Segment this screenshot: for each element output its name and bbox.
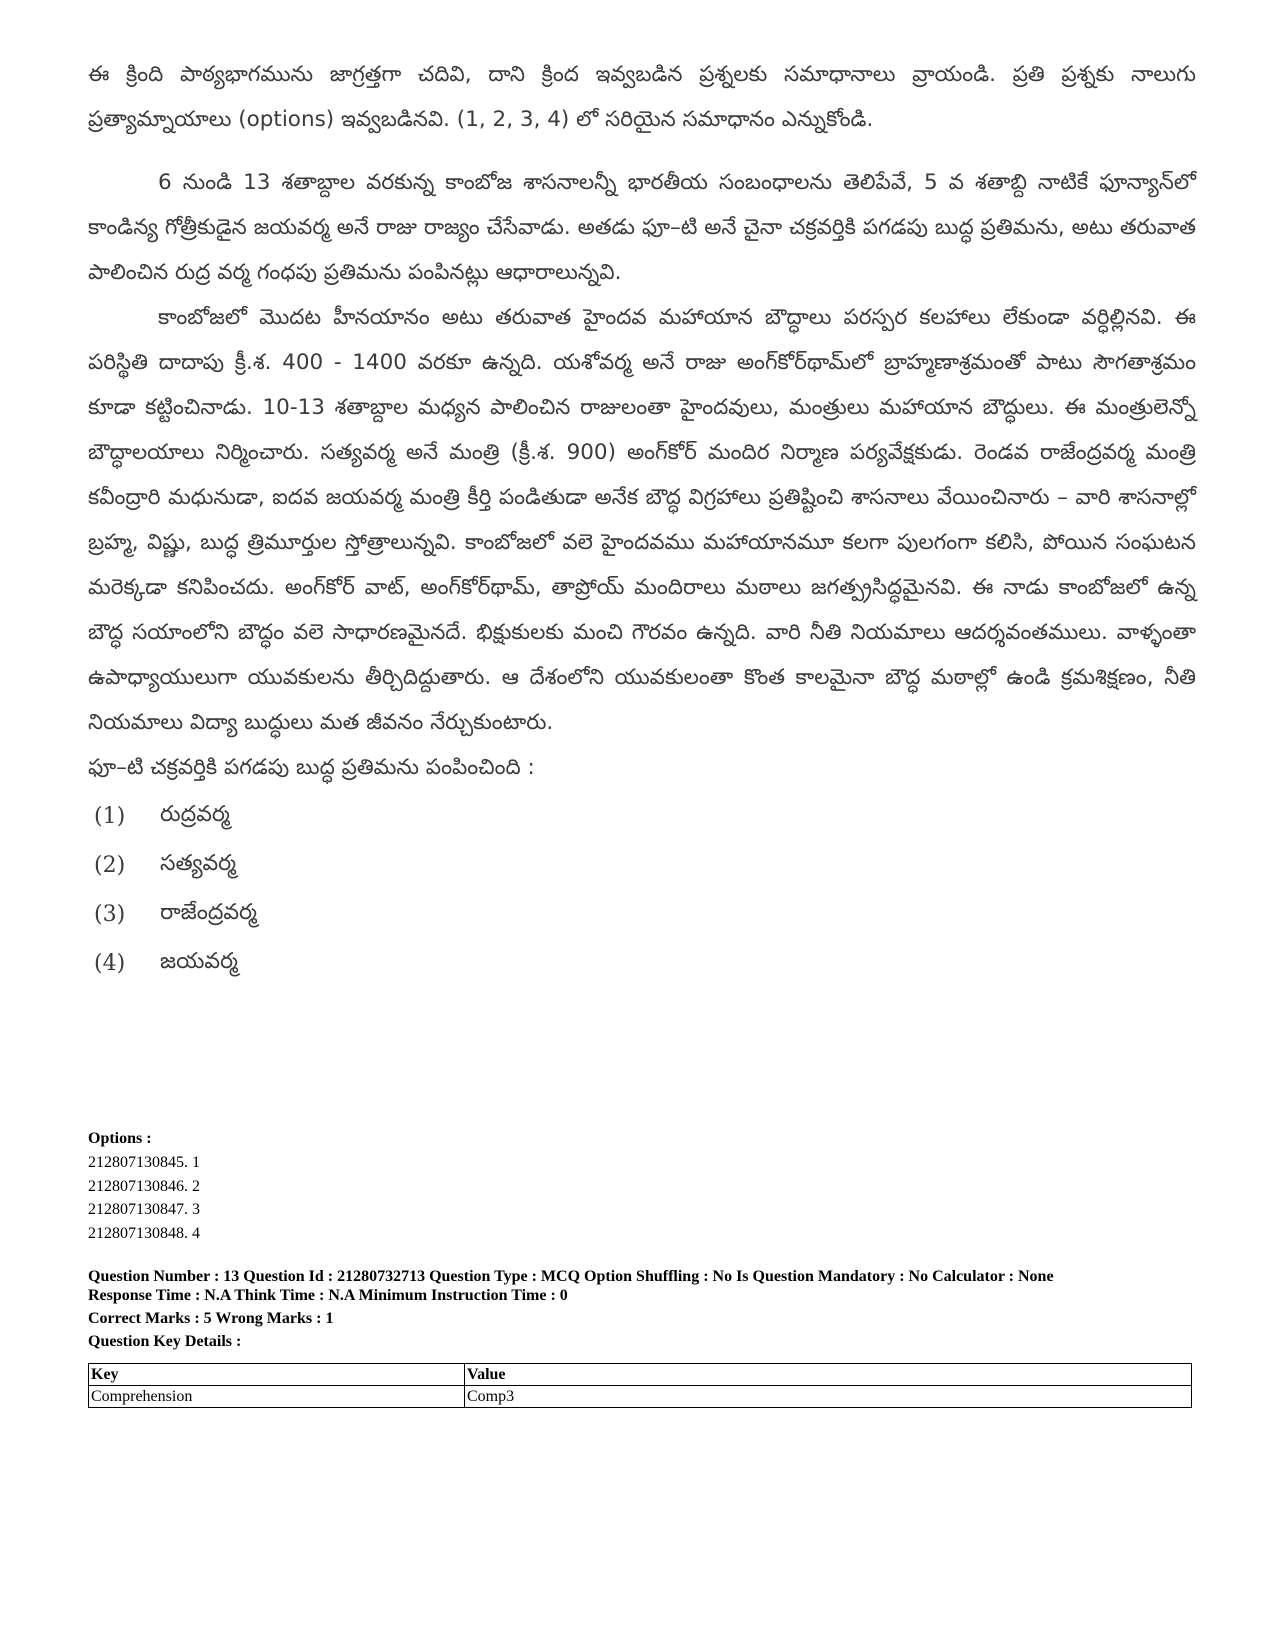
table-row bbox=[89, 1386, 1192, 1408]
option-id-line: 212807130846. 2 bbox=[88, 1177, 200, 1195]
question-image bbox=[88, 52, 1196, 988]
choice-item bbox=[88, 939, 1196, 988]
table-cell: Comp3 bbox=[465, 1386, 1192, 1408]
passage-paragraph: 6 నుండి 13 శతాబ్దాల వరకున్న కాంబోజ శాసనాలన్నీ భారతీయ సంబంధాలను తెలిపేవే, 5 వ శతాబ్ది నాటికే ఫూన్యాన్‌లో కాండిన్య గోత్రీకుడైన జయవర్మ అనే రాజు రాజ్యం చేసేవాడు. అతడు ఫూ–టి అనే చైనా చక్రవర్తికి పగడపు బుద్ధ ప్రతిమను, అటు తరువాత పాలించిన రుద్ర వర్మ గంధపు ప్రతిమను పంపినట్లు ఆధారాలున్నవి. bbox=[88, 170, 1196, 285]
choice-text: రాజేంద్రవర్మ bbox=[160, 899, 257, 925]
marks-line: Correct Marks : 5 Wrong Marks : 1 bbox=[88, 1310, 334, 1327]
question-meta-line: Question Number : 13 Question Id : 21280732713 Question Type : MCQ Option Shuffling : No Is Question Mandatory : No Calculator : None bbox=[88, 1268, 1054, 1285]
question-details bbox=[88, 1267, 1198, 1351]
key-details-table bbox=[88, 1363, 1192, 1408]
choice-item bbox=[88, 841, 1196, 890]
options-list bbox=[88, 1127, 688, 1245]
passage-paragraph: కాంబోజలో మొదట హీనయానం అటు తరువాత హైందవ మహాయాన బౌద్ధాలు పరస్పర కలహాలు లేకుండా వర్ధిల్లినవి. ఈ పరిస్థితి దాదాపు క్రీ.శ. 400 - 1400 వరకూ ఉన్నది. యశోవర్మ అనే రాజు అంగ్‌కోర్‌థామ్‌లో బ్రాహ్మణాశ్రమంతో పాటు సౌగతాశ్రమం కూడా కట్టించినాడు. 10-13 శతాబ్దాల మధ్యన పాలించిన రాజులంతా హైందవులు, మంత్రులు మహాయాన బౌద్ధులు. ఈ మంత్రులెన్నో బౌద్ధాలయాలు నిర్మించారు. సత్యవర్మ అనే మంత్రి (క్రీ.శ. 900) అంగ్‌కోర్ మందిర నిర్మాణ పర్యవేక్షకుడు. రెండవ రాజేంద్రవర్మ మంత్రి కవీంద్రారి మధునుడా, ఐదవ జయవర్మ మంత్రి కీర్తి పండితుడా అనేక బౌద్ధ విగ్రహాలు ప్రతిష్టించి శాసనాలు వేయించినారు – వారి శాసనాల్లో బ్రహ్మ, విష్ణు, బుద్ధ త్రిమూర్తుల స్తోత్రాలున్నవి. కాంబోజలో వలె హైందవము మహాయానమూ కలగా పులగంగా కలిసి, పోయిన సంఘటన మరెక్కడా కనిపించదు. అంగ్‌కోర్ వాట్, అంగ్‌కోర్‌థామ్, తాప్రోయ్ మందిరాలు మఠాలు జగత్ప్రసిద్ధమైనవి. ఈ నాడు కాంబోజలో ఉన్న బౌద్ధ సయాంలోని బౌద్ధం వలె సాధారణమైనదే. భిక్షుకులకు మంచి గౌరవం ఉన్నది. వారి నీతి నియమాలు ఆదర్శవంతములు. వాళ్ళంతా ఉపాధ్యాయులుగా యువకులను తీర్చిదిద్దుతారు. ఆ దేశంలోని యువకులంతా కొంత కాలమైనా బౌద్ధ మఠాల్లో ఉండి క్రమశిక్షణం, నీతి నియమాలు విద్యా బుద్ధులు మత జీవనం నేర్చుకుంటారు. bbox=[88, 305, 1196, 735]
passage-instruction: ఈ క్రింది పాఠ్యభాగమును జాగ్రత్తగా చదివి, దాని క్రింద ఇవ్వబడిన ప్రశ్నలకు సమాధానాలు వ్రాయండి. ప్రతి ప్రశ్నకు నాలుగు ప్రత్యామ్నాయాలు (options) ఇవ్వబడినవి. (1, 2, 3, 4) లో సరియైన సమాధానం ఎన్నుకోండి. bbox=[88, 62, 1196, 132]
question-prompt: ఫూ–టి చక్రవర్తికి పగడపు బుద్ధ ప్రతిమను పంపించింది : bbox=[88, 755, 535, 780]
question-meta-line: Response Time : N.A Think Time : N.A Minimum Instruction Time : 0 bbox=[88, 1287, 568, 1304]
option-id-line: 212807130845. 1 bbox=[88, 1154, 200, 1171]
choice-item bbox=[88, 792, 1196, 841]
column-header-key: Key bbox=[89, 1364, 465, 1386]
table-header-row bbox=[89, 1364, 1192, 1386]
choice-number: (2) bbox=[94, 853, 126, 878]
option-id-line: 212807130848. 4 bbox=[88, 1224, 200, 1242]
choice-text: సత్యవర్మ bbox=[160, 850, 237, 876]
choice-number: (3) bbox=[94, 902, 126, 927]
choice-text: రుద్రవర్మ bbox=[160, 801, 230, 827]
choice-item bbox=[88, 890, 1196, 939]
choice-number: (1) bbox=[94, 804, 126, 829]
key-details-label: Question Key Details : bbox=[88, 1333, 242, 1350]
table-cell: Comprehension bbox=[89, 1386, 465, 1408]
options-header: Options : bbox=[88, 1130, 152, 1147]
column-header-value: Value bbox=[465, 1364, 1192, 1386]
choice-text: జయవర్మ bbox=[160, 948, 238, 974]
option-id-line: 212807130847. 3 bbox=[88, 1201, 200, 1218]
choice-number: (4) bbox=[94, 951, 126, 976]
